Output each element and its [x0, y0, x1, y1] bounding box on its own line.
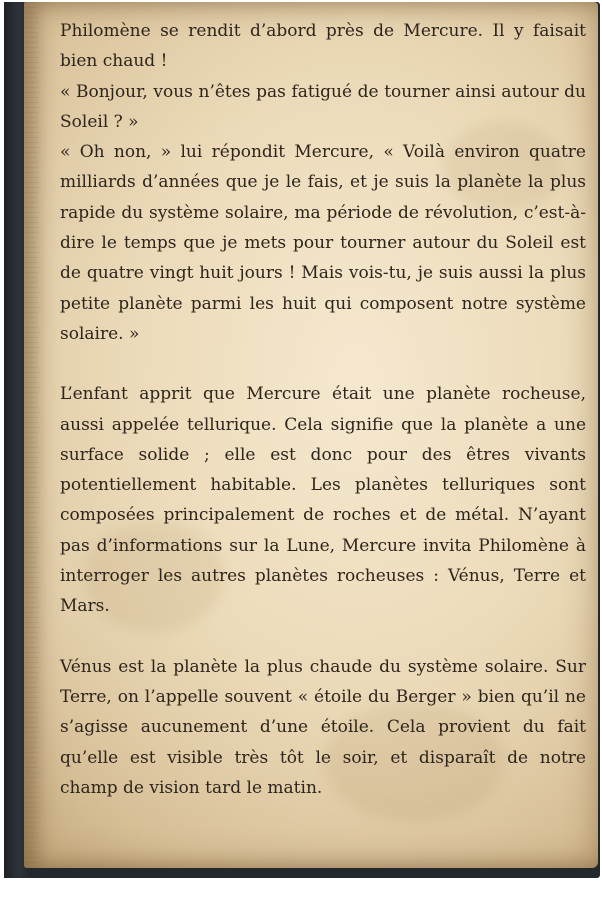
parchment-page [24, 2, 598, 868]
paragraph-rocky-planets: L’enfant apprit que Mercure était une planète rocheuse, aussi appelée tellurique. Cela signifie que la planète a une surface solide ; elle est donc pour des êtres vivants potentiellement habitable. Les planètes telluriques sont composées principalement de roches et de métal. N’ayant pas d’informations sur la Lune, Mercure invita Philomène à interroger les autres planètes rocheuses : Vénus, Terre et Mars. [60, 384, 586, 617]
story-text [60, 16, 586, 803]
paragraph-mercury-reply: « Oh non, » lui répondit Mercure, « Voilà environ quatre milliards d’années que je le fais, et je suis la planète la plus rapide du système solaire, ma période de révolution, c’est-à-dire le temps que je mets pour tourner autour du Soleil est de quatre vingt huit jours ! Mais vois-tu, je suis aussi la plus petite planète parmi les huit qui composent notre système solaire. » [60, 142, 586, 344]
paragraph-gap [60, 622, 586, 652]
paragraph-venus: Vénus est la planète la plus chaude du système solaire. Sur Terre, on l’appelle souvent « étoile du Berger » bien qu’il ne s’agisse aucunement d’une étoile. Cela provient du fait qu’elle est visible très tôt le soir, et disparaît de notre champ de vision tard le matin. [60, 656, 586, 798]
paragraph-greeting: « Bonjour, vous n’êtes pas fatigué de tourner ainsi autour du Soleil ? » [60, 81, 586, 132]
page-edge [24, 2, 38, 868]
paragraph-arrival: Philomène se rendit d’abord près de Mercure. Il y faisait bien chaud ! [60, 21, 586, 72]
paragraph-gap [60, 349, 586, 379]
book-cover [4, 2, 600, 878]
